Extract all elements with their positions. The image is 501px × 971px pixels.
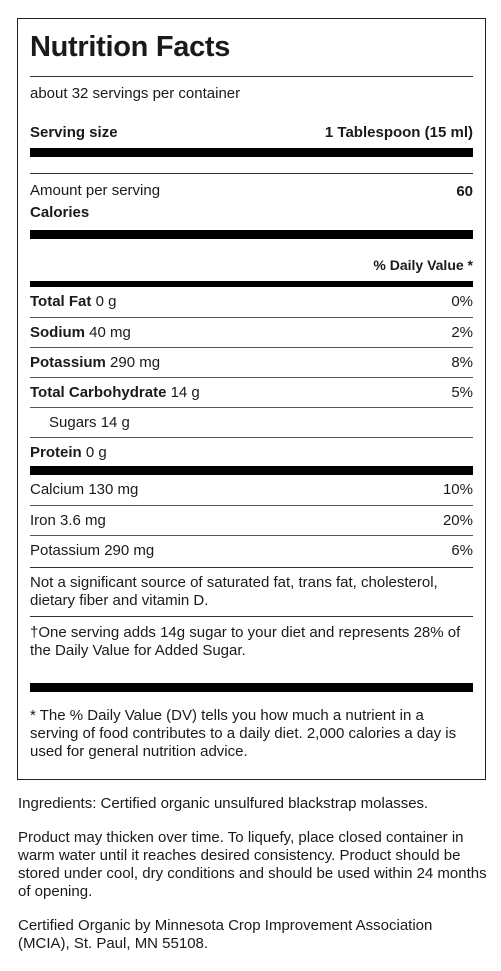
nutrition-facts-title: Nutrition Facts	[30, 31, 231, 63]
calories-label: Calories	[30, 204, 90, 221]
added-sugar-note: †One serving adds 14g sugar to your diet and represents 28% of the Daily Value for Added Sugar.	[30, 624, 461, 659]
micronutrient-row-calcium	[30, 475, 473, 505]
micronutrient-row-potassium	[30, 535, 473, 565]
serving-size-value: 1 Tablespoon (15 ml)	[324, 124, 473, 141]
micronutrient-dv: 20%	[442, 512, 473, 529]
daily-value-header: % Daily Value *	[373, 257, 473, 273]
nutrient-name: Potassium 290 mg	[30, 354, 161, 371]
thick-divider	[30, 230, 473, 239]
nutrient-row-sugars	[30, 407, 473, 437]
nutrient-name: Sodium 40 mg	[30, 324, 131, 341]
nutrient-name: Total Fat 0 g	[30, 293, 117, 310]
thick-divider	[30, 466, 473, 475]
nutrient-dv: 0%	[451, 293, 473, 310]
not-significant-note: Not a significant source of saturated fat, trans fat, cholesterol, dietary fiber and vitamin D.	[30, 574, 438, 609]
nutrient-row-potassium	[30, 347, 473, 377]
nutrient-name: Sugars 14 g	[49, 414, 130, 431]
certification-text: Certified Organic by Minnesota Crop Improvement Association (MCIA), St. Paul, MN 55108.	[18, 917, 433, 952]
divider	[30, 616, 473, 617]
divider	[30, 76, 473, 77]
divider	[30, 173, 473, 174]
nutrient-row-total-fat	[30, 287, 473, 317]
micronutrient-dv: 10%	[442, 481, 473, 498]
micronutrient-name: Calcium 130 mg	[30, 481, 139, 498]
nutrient-dv: 5%	[451, 384, 473, 401]
divider	[30, 567, 473, 568]
daily-value-footnote: * The % Daily Value (DV) tells you how much a nutrient in a serving of food contributes to a daily diet. 2,000 calories a day is used for general nutrition advice.	[30, 707, 457, 760]
calories-value: 60	[456, 183, 473, 200]
nutrient-dv: 2%	[451, 324, 473, 341]
micronutrient-dv: 6%	[451, 542, 473, 559]
nutrient-row-protein	[30, 437, 473, 467]
nutrition-facts-panel	[17, 18, 486, 780]
micronutrient-row-iron	[30, 505, 473, 535]
micronutrient-name: Iron 3.6 mg	[30, 512, 106, 529]
nutrient-name: Protein 0 g	[30, 444, 107, 461]
nutrient-row-sodium	[30, 317, 473, 347]
nutrient-name: Total Carbohydrate 14 g	[30, 384, 200, 401]
nutrient-row-total-carbohydrate	[30, 377, 473, 407]
storage-note: Product may thicken over time. To liquefy, place closed container in warm water until it reaches desired consistency. Product should be stored under cool, dry conditions and should be used within 24 months of opening.	[18, 829, 487, 900]
amount-per-serving: Amount per serving	[30, 182, 161, 199]
micronutrient-name: Potassium 290 mg	[30, 542, 155, 559]
serving-size-label: Serving size	[30, 124, 118, 141]
servings-per-container: about 32 servings per container	[30, 85, 241, 102]
nutrient-dv: 8%	[451, 354, 473, 371]
thick-divider	[30, 683, 473, 692]
ingredients-text: Ingredients: Certified organic unsulfured blackstrap molasses.	[18, 795, 429, 812]
thick-divider	[30, 148, 473, 157]
